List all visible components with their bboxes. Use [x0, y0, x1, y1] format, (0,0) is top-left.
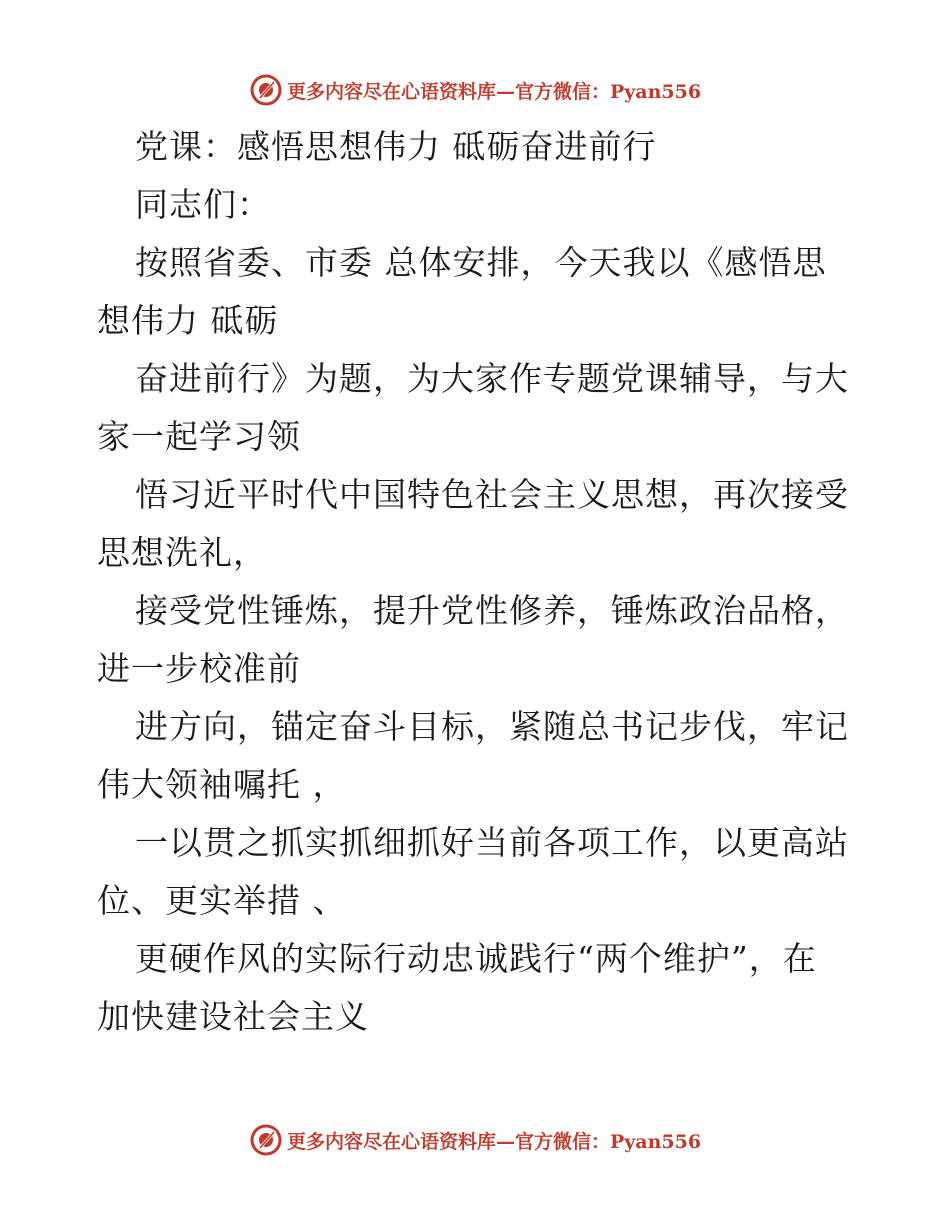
text-line: 家一起学习领 — [97, 417, 301, 456]
text-line: 更硬作风的实际行动忠诚践行“两个维护”，在 — [135, 939, 817, 978]
footer-watermark — [0, 1120, 950, 1160]
watermark-text: 更多内容尽在心语资料库—官方微信：Pyan556 — [286, 80, 702, 103]
text-line: 进一步校准前 — [97, 649, 301, 688]
text-line: 党课：感悟思想伟力 砥砺奋进前行 — [135, 127, 657, 166]
text-line: 奋进前行》为题，为大家作专题党课辅导，与大 — [135, 359, 849, 398]
text-line: 加快建设社会主义 — [97, 997, 369, 1036]
watermark-text: 更多内容尽在心语资料库—官方微信：Pyan556 — [286, 1130, 702, 1153]
brand-logo-icon — [249, 73, 283, 107]
document-body — [97, 118, 857, 1046]
text-line: 一以贯之抓实抓细抓好当前各项工作，以更高站 — [135, 823, 849, 862]
text-line: 悟习近平时代中国特色社会主义思想，再次接受 — [135, 475, 849, 514]
text-line: 位、更实举措 、 — [97, 881, 347, 920]
text-line: 同志们： — [135, 185, 271, 224]
text-line: 进方向，锚定奋斗目标，紧随总书记步伐，牢记 — [135, 707, 849, 746]
brand-logo-icon — [249, 1123, 283, 1157]
text-line: 思想洗礼， — [97, 533, 267, 572]
text-line: 想伟力 砥砺 — [97, 301, 279, 340]
text-line: 按照省委、市委 总体安排，今天我以《感悟思 — [135, 243, 827, 282]
text-line: 接受党性锤炼，提升党性修养，锤炼政治品格， — [135, 591, 849, 630]
header-watermark — [0, 70, 950, 110]
text-line: 伟大领袖嘱托 ， — [97, 765, 347, 804]
